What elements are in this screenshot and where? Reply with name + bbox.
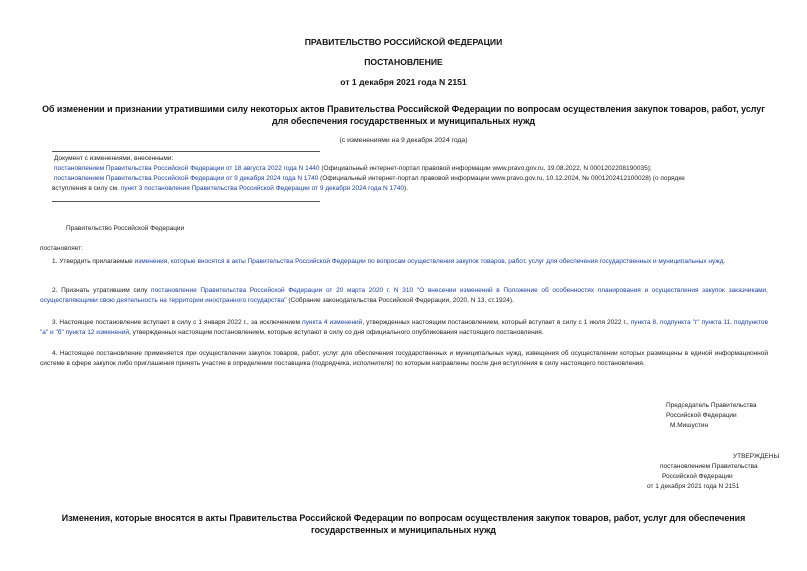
document-title — [40, 103, 767, 127]
paragraph-3-part-a: 3. Настоящее постановление вступает в силу с 1 января 2022 г., за исключением — [52, 319, 303, 326]
paragraph-3-part-c: , утвержденных настоящим постановлением, которые вступают в силу со дня официального опубликования настоящего постановления. — [129, 329, 544, 336]
signature-name: М.Мишустин — [670, 422, 709, 429]
decree-310-link[interactable]: постановление Правительства Российской Федерации от 20 марта 2020 г. N 310 "О внесении изменений в Положение об особенностях планирования и осуществления закупок заказчиками, осуществляющими свою деятельность на территории иностранного государства" — [40, 287, 768, 304]
approved-date: от 1 декабря 2021 года N 2151 — [647, 483, 740, 490]
document-date-number: от 1 декабря 2021 года N 2151 — [340, 77, 467, 87]
signature-position: Председатель Правительства — [666, 402, 757, 409]
government-heading: ПРАВИТЕЛЬСТВО РОССИЙСКОЙ ФЕДЕРАЦИИ — [304, 37, 503, 47]
amendment-1-source: (Официальный интернет-портал правовой информации www.pravo.gov.ru, 19.08.2022, N 0001202208190035); — [319, 165, 652, 172]
annex-title-line2: государственных и муниципальных нужд — [311, 525, 496, 535]
document-title-line2: для обеспечения государственных и муниципальных нужд — [271, 116, 536, 126]
signature-block — [666, 401, 786, 431]
amendment-2-suffix: ). — [403, 185, 408, 192]
annex-title-line1: Изменения, которые вносятся в акты Правительства Российской Федерации по вопросам осуществления закупок товаров, работ, услуг для обеспечения — [61, 513, 746, 523]
edition-note: (с изменениями на 9 декабря 2024 года) — [339, 137, 468, 144]
amendments-intro: Документ с изменениями, внесенными: — [54, 155, 174, 162]
approved-label: УТВЕРЖДЕНЫ — [733, 453, 780, 460]
annex-title — [40, 512, 767, 536]
approval-stamp — [647, 452, 800, 492]
approved-country: Российской Федерации — [662, 473, 733, 480]
changes-link[interactable]: изменения, которые вносятся в акты Правительства Российской Федерации по вопросам осуществления закупок товаров, работ, услуг для обеспечения государственных и муниципальных нужд — [134, 258, 724, 265]
point-4-changes-link[interactable]: пункта 4 изменений — [302, 319, 363, 326]
paragraph-4: 4. Настоящее постановление применяется при осуществлении закупок товаров, работ, услуг для обеспечения государственных и муниципальных нужд, извещения об осуществлении которых размещены в единой информационной системе в сфере закупок либо приглашения принять участие в определении поставщика (подрядчика, исполнителя) по которым направлены после дня вступления в силу настоящего постановления. — [40, 350, 768, 367]
issuer-name: Правительство Российской Федерации — [66, 225, 185, 232]
paragraph-2-prefix: 2. Признать утратившим силу — [52, 287, 152, 294]
amendment-2-prefix: вступления в силу см. — [52, 185, 121, 192]
paragraph-2-suffix: (Собрание законодательства Российской Федерации, 2020, N 13, ст.1924). — [286, 297, 514, 304]
paragraph-1-suffix: . — [723, 258, 726, 265]
document-title-line1: Об изменении и признании утратившими силу некоторых актов Правительства Российской Федерации по вопросам осуществления закупок товаров, работ, услуг — [42, 104, 765, 114]
decides-label: постановляет: — [40, 245, 83, 252]
paragraph-3-part-b: , утвержденных настоящим постановлением, который вступает в силу с 1 июля 2022 г., — [362, 319, 631, 326]
signature-country: Российской Федерации — [666, 412, 737, 419]
amendment-item-2 — [52, 174, 772, 184]
amendment-link-point3-1740[interactable]: пункт 3 постановления Правительства Российской Федерации от 9 декабря 2024 года N 1740 — [120, 185, 404, 192]
amendments-block — [52, 154, 772, 194]
amendment-link-1440[interactable]: постановлением Правительства Российской Федерации от 18 августа 2022 года N 1440 — [54, 165, 320, 172]
amendment-item-1 — [52, 164, 772, 174]
document-type-heading: ПОСТАНОВЛЕНИЕ — [364, 57, 443, 67]
amendment-2-source: (Официальный интернет-портал правовой информации www.pravo.gov.ru, 10.12.2024, № 0001202412100028) (о порядке — [318, 175, 685, 182]
amendments-top-rule — [52, 151, 320, 152]
amendments-bottom-rule — [52, 201, 320, 202]
paragraph-1 — [40, 257, 768, 267]
paragraph-2 — [40, 286, 768, 306]
amendment-item-2-continuation — [52, 184, 772, 194]
points-8-11-12-changes-link[interactable]: пункта 8, подпункта "г" пункта 11, подпунктов "а" и "б" пункта 12 изменений — [40, 319, 768, 336]
paragraph-3 — [40, 318, 768, 338]
approved-by: постановлением Правительства — [660, 463, 758, 470]
amendment-link-1740[interactable]: постановлением Правительства Российской Федерации от 9 декабря 2024 года N 1740 — [54, 175, 319, 182]
paragraph-1-prefix: 1. Утвердить прилагаемые — [52, 258, 135, 265]
